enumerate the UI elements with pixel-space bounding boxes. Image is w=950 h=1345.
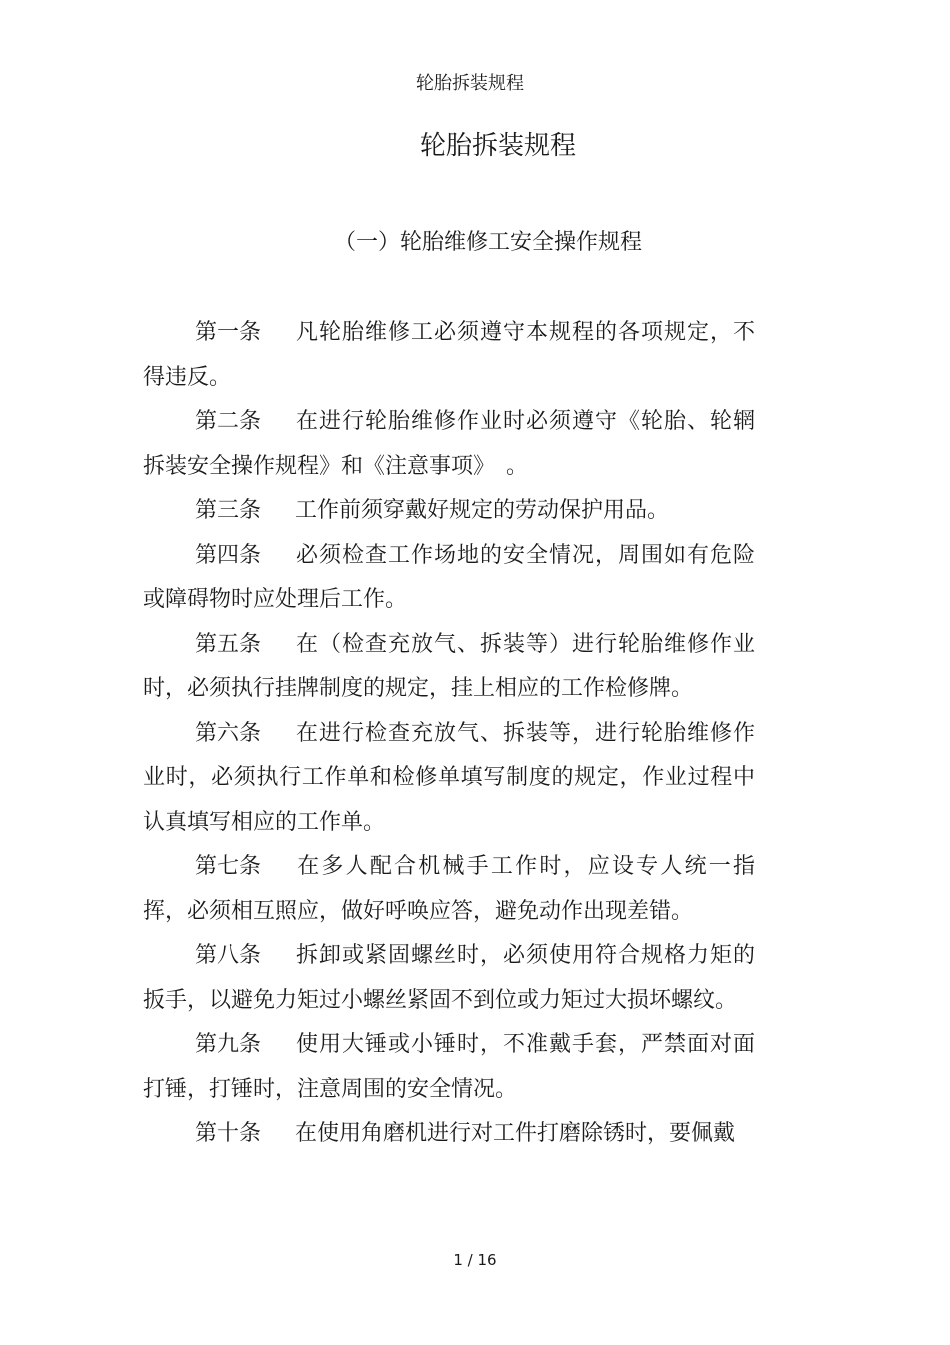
article-number: 第三条 <box>195 498 262 523</box>
article-4 <box>143 534 755 623</box>
article-text: 在进行轮胎维修作业时必须遵守《轮胎、轮辋拆装安全操作规程》和《注意事项》 。 <box>143 409 755 479</box>
document-title: 轮胎拆装规程 <box>419 131 576 161</box>
article-number: 第七条 <box>195 854 262 879</box>
article-text: 必须检查工作场地的安全情况，周围如有危险或障碍物时应处理后工作。 <box>143 542 755 612</box>
page-indicator: 1 / 16 <box>453 1251 497 1269</box>
article-text: 在使用角磨机进行对工件打磨除锈时，要佩戴 <box>295 1121 736 1146</box>
article-3 <box>143 489 755 534</box>
article-2 <box>143 400 755 489</box>
article-text: 工作前须穿戴好规定的劳动保护用品。 <box>295 498 670 523</box>
article-number: 第十条 <box>195 1121 262 1146</box>
article-number: 第五条 <box>195 631 262 657</box>
article-text: 在（检查充放气、拆装等）进行轮胎维修作业时，必须执行挂牌制度的规定，挂上相应的工作检修牌。 <box>143 631 755 701</box>
article-text: 在多人配合机械手工作时，应设专人统一指挥，必须相互照应，做好呼唤应答，避免动作出现差错。 <box>143 854 755 924</box>
running-header: 轮胎拆装规程 <box>416 73 524 94</box>
article-6 <box>143 712 755 846</box>
article-text: 拆卸或紧固螺丝时，必须使用符合规格力矩的扳手，以避免力矩过小螺丝紧固不到位或力矩过大损坏螺纹。 <box>143 943 755 1013</box>
article-9 <box>143 1023 755 1112</box>
article-number: 第四条 <box>195 542 262 568</box>
article-8 <box>143 934 755 1023</box>
article-text: 使用大锤或小锤时，不准戴手套，严禁面对面打锤，打锤时，注意周围的安全情况。 <box>143 1032 755 1102</box>
section-title: （一）轮胎维修工安全操作规程 <box>333 230 642 255</box>
article-text: 在进行检查充放气、拆装等，进行轮胎维修作业时，必须执行工作单和检修单填写制度的规定，作业过程中认真填写相应的工作单。 <box>143 720 755 835</box>
article-10 <box>143 1112 755 1157</box>
article-number: 第二条 <box>195 409 262 434</box>
article-number: 第八条 <box>195 943 262 968</box>
article-5 <box>143 623 755 712</box>
article-text: 凡轮胎维修工必须遵守本规程的各项规定，不得违反。 <box>143 320 755 390</box>
article-7 <box>143 845 755 934</box>
article-number: 第九条 <box>195 1032 262 1057</box>
article-1 <box>143 311 755 400</box>
article-number: 第六条 <box>195 720 262 746</box>
article-list <box>143 311 755 1157</box>
article-number: 第一条 <box>195 320 262 345</box>
